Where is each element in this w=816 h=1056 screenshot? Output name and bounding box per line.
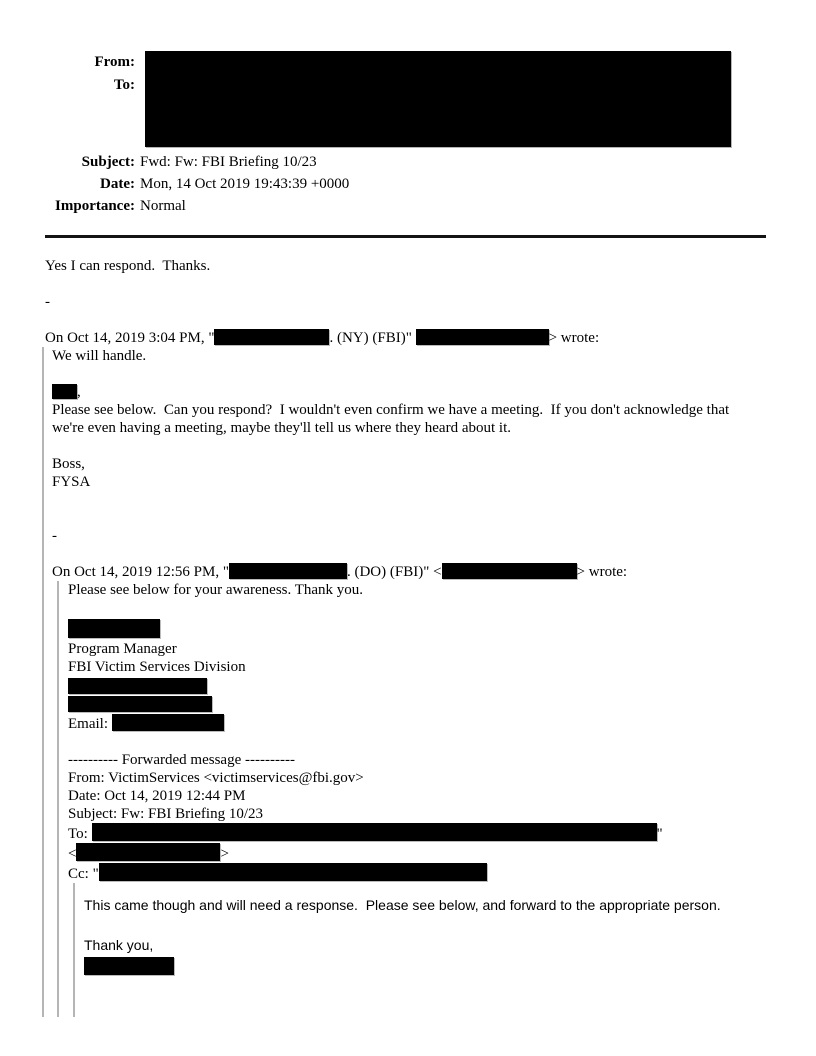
text-segment: . (DO) (FBI)" <	[346, 564, 442, 580]
blank-line	[68, 599, 816, 617]
text-line	[52, 383, 816, 401]
text-segment: To:	[68, 826, 92, 842]
blank-line	[84, 915, 816, 935]
blank-line	[52, 545, 816, 563]
redaction-bar	[442, 563, 577, 579]
date-value: Mon, 14 Oct 2019 19:43:39 +0000	[140, 176, 350, 192]
text-line: Boss,	[52, 456, 85, 472]
text-line	[68, 863, 816, 883]
text-segment: . (NY) (FBI)"	[329, 330, 416, 346]
text-line: -	[52, 528, 57, 544]
text-line: Yes I can respond. Thanks.	[45, 258, 211, 274]
text-line	[52, 563, 816, 581]
text-line: We will handle.	[52, 348, 147, 364]
redaction-bar	[416, 329, 549, 345]
text-line: This came though and will need a response. Please see below, and forward to the appropriate person.	[84, 897, 721, 913]
header-redaction-block	[145, 51, 731, 147]
redaction-bar	[68, 696, 212, 712]
redaction-bar	[76, 843, 220, 861]
text-line: Thank you,	[84, 937, 154, 953]
quoted-message-level-1-text	[52, 347, 816, 581]
text-line: Program Manager	[68, 641, 177, 657]
text-segment: On Oct 14, 2019 3:04 PM, "	[45, 330, 215, 346]
text-line	[68, 843, 816, 863]
date-label: Date:	[100, 176, 135, 192]
importance-value: Normal	[140, 198, 186, 214]
redaction-bar	[68, 619, 160, 638]
text-line	[68, 823, 816, 843]
email-body	[0, 257, 816, 1017]
text-line: Date: Oct 14, 2019 12:44 PM	[68, 788, 246, 804]
text-line: ---------- Forwarded message ----------	[68, 752, 295, 768]
redaction-bar	[112, 714, 224, 731]
redaction-bar	[92, 823, 657, 841]
text-segment: Email:	[68, 716, 112, 732]
text-segment: <	[68, 846, 77, 862]
text-line	[45, 329, 816, 347]
blank-line	[68, 733, 816, 751]
redaction-bar	[99, 863, 487, 881]
blank-line	[84, 997, 816, 1017]
text-line: From: VictimServices <victimservices@fbi.gov>	[68, 770, 364, 786]
subject-label: Subject:	[81, 154, 135, 170]
blank-line	[52, 509, 816, 527]
redaction-bar	[214, 329, 329, 345]
quoted-message-level-2-text	[68, 581, 816, 883]
redaction-bar	[84, 957, 174, 975]
header-divider-rule	[45, 235, 766, 238]
text-segment: > wrote:	[548, 330, 600, 346]
importance-label: Importance:	[55, 198, 135, 214]
text-line	[68, 714, 816, 733]
text-segment: On Oct 14, 2019 12:56 PM, "	[52, 564, 229, 580]
to-label: To:	[113, 77, 135, 93]
blank-line	[52, 437, 816, 455]
blank-line	[52, 491, 816, 509]
from-label: From:	[94, 54, 135, 70]
text-segment: ,	[77, 384, 81, 400]
text-line: FBI Victim Services Division	[68, 659, 246, 675]
text-segment: >	[220, 846, 229, 862]
text-line: Please see below. Can you respond? I wouldn't even confirm we have a meeting. If you don't acknowledge that we're even having a meeting, maybe they'll tell us where they heard about it.	[52, 402, 733, 436]
blank-line	[52, 365, 816, 383]
redaction-bar	[52, 384, 77, 399]
redaction-bar	[68, 678, 207, 694]
quoted-message-level-3	[73, 883, 816, 1017]
subject-value: Fwd: Fw: FBI Briefing 10/23	[140, 154, 317, 170]
text-line: Please see below for your awareness. Thank you.	[68, 582, 364, 598]
blank-line	[45, 311, 816, 329]
quoted-message-level-2	[57, 581, 816, 1017]
text-segment: Cc: "	[68, 866, 99, 882]
quoted-message-level-3-text	[84, 895, 816, 1017]
text-line: FYSA	[52, 474, 91, 490]
email-header	[0, 0, 816, 225]
redaction-bar	[229, 563, 347, 579]
text-segment: "	[656, 826, 663, 842]
top-message	[45, 257, 816, 347]
blank-line	[45, 275, 816, 293]
text-segment: > wrote:	[576, 564, 628, 580]
text-line: -	[45, 294, 50, 310]
quoted-message-level-1	[42, 347, 816, 1017]
text-line: Subject: Fw: FBI Briefing 10/23	[68, 806, 263, 822]
blank-line	[84, 977, 816, 997]
